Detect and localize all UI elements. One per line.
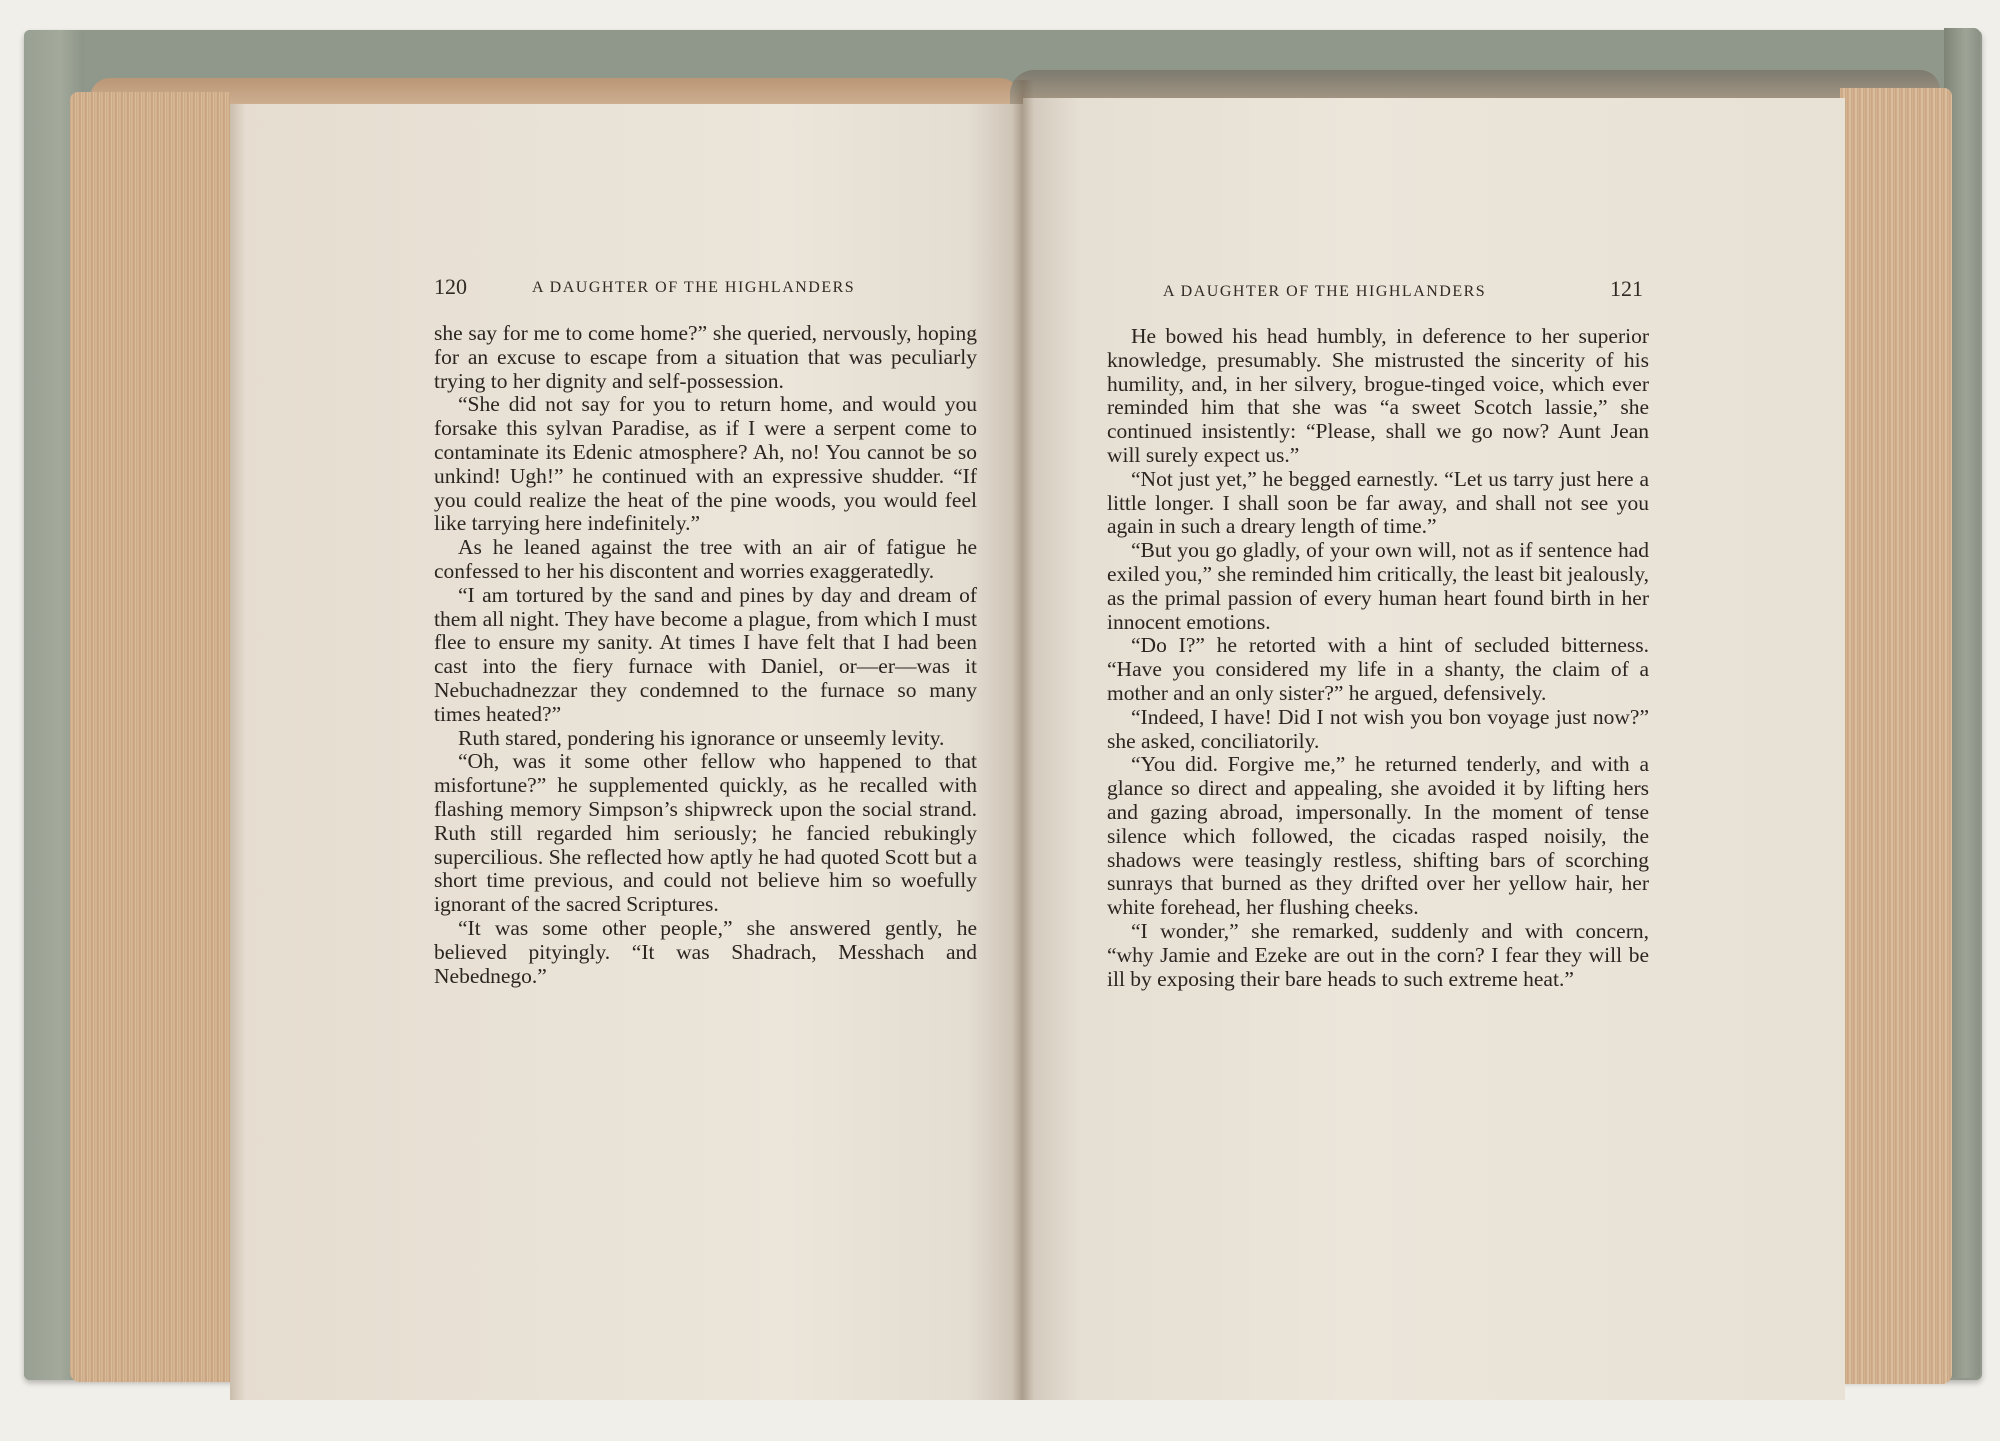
- left-running-head: A DAUGHTER OF THE HIGHLANDERS: [532, 279, 856, 296]
- left-paragraph-5: Ruth stared, pondering his ignorance or unseemly levity.: [458, 725, 945, 750]
- left-paragraph-7: “It was some other people,” she answered gently, he believed pityingly. “It was Shadrach, Messhach and Nebednego.”: [434, 915, 977, 988]
- left-paragraph-6: “Oh, was it some other fellow who happened to that misfortune?” he supplemented quickly, as he recalled with flashing memory Simpson’s shipwreck upon the social strand. Ruth still regarded him seriously; he fancied rebukingly supercilious. She reflected how aptly he had quoted Scott but a short time previous, and could not believe him so woefully ignorant of the sacred Scriptures.: [434, 749, 977, 917]
- right-paragraph-4: “Do I?” he retorted with a hint of secluded bitterness. “Have you considered my life in a shanty, the claim of a mother and an only sister?” he argued, defensively.: [1107, 633, 1649, 705]
- page-block-right-edge: [1840, 88, 1952, 1384]
- left-paragraph-4: “I am tortured by the sand and pines by day and dream of them all night. They have become a plague, from which I must flee to ensure my sanity. At times I have felt that I had been cast into the fiery furnace with Daniel, or—er—was it Nebuchadnezzar they condemned to the furnace so many times heated?”: [434, 582, 977, 726]
- book-gutter: [1012, 80, 1034, 1400]
- left-page-shadow: [230, 104, 246, 1400]
- left-paragraph-2: “She did not say for you to return home, and would you forsake this sylvan Paradise, as if I were a serpent come to contaminate its Edenic atmosphere? Ah, no! You cannot be so unkind! Ugh!” he continued with an expressive shudder. “If you could realize the heat of the pine woods, you would feel like tarrying here indefinitely.”: [434, 392, 977, 536]
- left-page-number: 120: [434, 274, 467, 299]
- right-paragraph-6: “You did. Forgive me,” he returned tenderly, and with a glance so direct and appealing, she avoided it by lifting hers and gazing abroad, impersonally. In the moment of tense silence which followed, the cicadas rasped noisily, the shadows were teasingly restless, shifting bars of scorching sunrays that burned as they drifted over her yellow hair, her white forehead, her flushing cheeks.: [1107, 752, 1649, 920]
- right-paragraph-2: “Not just yet,” he begged earnestly. “Let us tarry just here a little longer. I shall soon be far away, and shall not see you again in such a dreary length of time.”: [1107, 466, 1649, 539]
- right-paragraph-1: He bowed his head humbly, in deference to her superior knowledge, presumably. She mistrusted the sincerity of his humility, and, in her silvery, brogue-tinged voice, which ever reminded him that she was “a sweet Scotch lassie,” she continued insistently: “Please, shall we go now? Aunt Jean will surely expect us.”: [1107, 324, 1649, 467]
- right-paragraph-3: “But you go gladly, of your own will, not as if sentence had exiled you,” she reminded him critically, the least bit jealously, as the primal passion of every human heart found birth in her innocent emotions.: [1107, 538, 1649, 634]
- left-paragraph-1: she say for me to come home?” she queried, nervously, hoping for an excuse to escape from a situation that was peculiarly trying to her dignity and self-possession.: [434, 321, 977, 393]
- left-page-text: [434, 322, 977, 988]
- right-paragraph-7: “I wonder,” she remarked, suddenly and with concern, “why Jamie and Ezeke are out in the corn? I fear they will be ill by exposing their bare heads to such extreme heat.”: [1107, 918, 1649, 991]
- right-running-head: A DAUGHTER OF THE HIGHLANDERS: [1163, 283, 1487, 300]
- right-page-number: 121: [1610, 276, 1643, 301]
- right-paragraph-5: “Indeed, I have! Did I not wish you bon voyage just now?” she asked, conciliatorily.: [1107, 704, 1649, 753]
- left-paragraph-3: As he leaned against the tree with an air of fatigue he confessed to her his discontent and worries exaggeratedly.: [434, 535, 977, 583]
- page-block-left-edge: [70, 92, 230, 1382]
- right-page-text: [1107, 325, 1649, 991]
